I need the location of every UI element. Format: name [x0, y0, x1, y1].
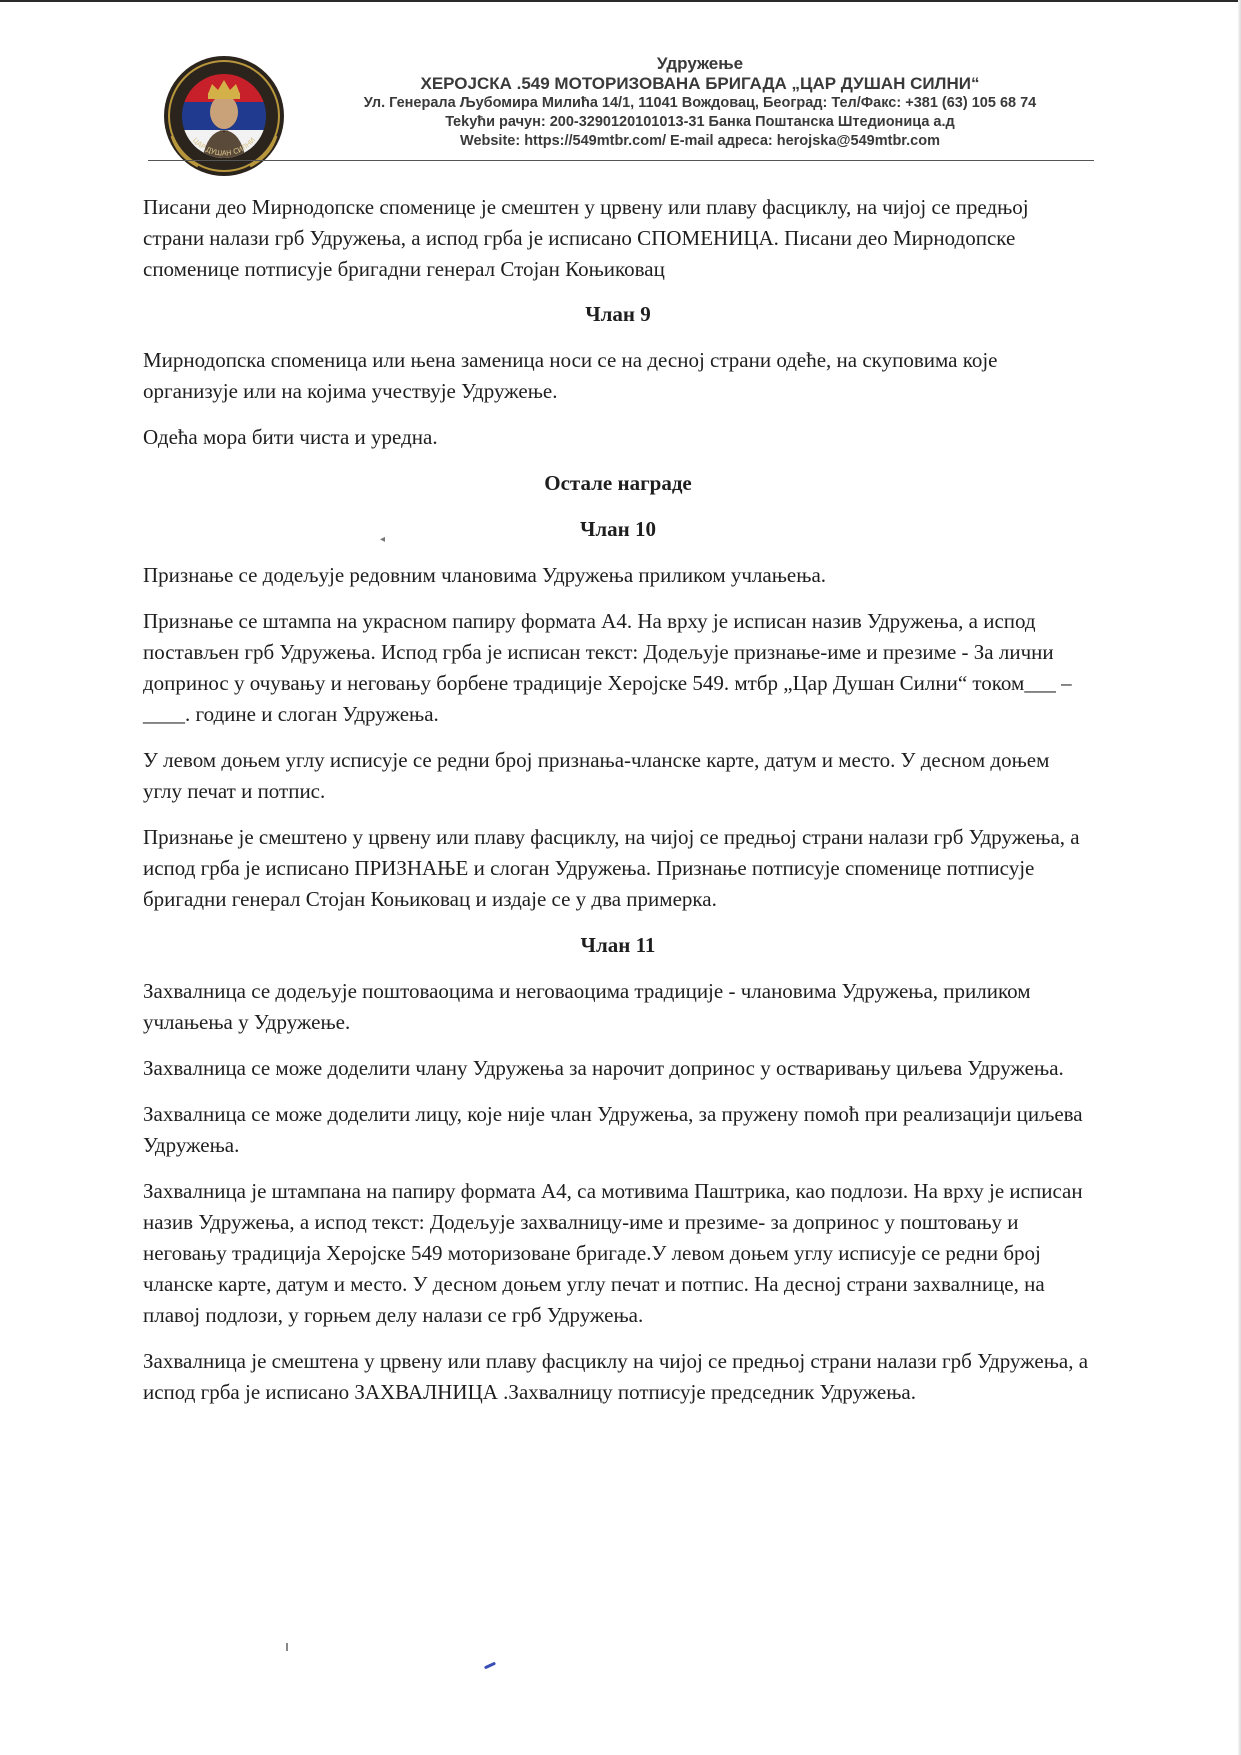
scan-speck-small: [286, 1643, 288, 1651]
scan-speck: ◂: [380, 534, 386, 545]
article-9-heading: Члан 9: [585, 302, 651, 326]
document-body: [143, 192, 1093, 1423]
intro-paragraph: Писани део Мирнодопске споменице је смештен у црвену или плаву фасциклу, на чијој се предњој страни налази грб Удружења, а испод грба је исписано СПОМЕНИЦА. Писани део Мирнодопске споменице потписује бригадни генерал Стојан Коњиковац: [143, 195, 1029, 281]
article-10-paragraph-3: У левом доњем углу исписује се редни број признања-чланске карте, датум и место. У десном доњем углу печат и потпис.: [143, 748, 1050, 803]
letterhead-text: [330, 54, 1070, 151]
article-10-paragraph-4: Признање је смештено у црвену или плаву фасциклу, на чијој се предњој страни налази грб Удружења, а испод грба је исписано ПРИЗНАЊЕ и слоган Удружења. Признање потписује споменице потписује бригадни генерал Стојан Коњиковац и издаје се у два примерка.: [143, 825, 1080, 911]
article-11-paragraph-1: Захвалница се додељује поштоваоцима и неговаоцима традиције - члановима Удружења, приликом учлањења у Удружење.: [143, 979, 1031, 1034]
letterhead-web-contact: Website: https://549mtbr.com/ E-mail адреса: herojska@549mtbr.com: [460, 133, 940, 149]
letterhead-association-label: Удружење: [656, 54, 744, 73]
article-10-paragraph-1: Признање се додељује редовним члановима Удружења приликом учлањења.: [143, 563, 827, 587]
article-11-paragraph-2: Захвалница се може доделити члану Удружења за нарочит допринос у остваривању циљева Удружења.: [143, 1056, 1064, 1080]
article-11-paragraph-5: Захвалница је смештена у црвену или плаву фасциклу на чијој се предњој страни налази грб Удружења, а испод грба је исписано ЗАХВАЛНИЦА .Захвалницу потписује председник Удружења.: [143, 1349, 1089, 1404]
article-11-heading: Члан 11: [580, 933, 656, 957]
letterhead-organization-name: ХЕРОЈСКА .549 МОТОРИЗОВАНА БРИГАДА „ЦАР ДУШАН СИЛНИ“: [420, 74, 980, 93]
article-9-paragraph-2: Одећа мора бити чиста и уредна.: [143, 425, 438, 449]
article-11-paragraph-3: Захвалница се може доделити лицу, које није члан Удружења, за пружену помоћ при реализацији циљева Удружења.: [143, 1102, 1083, 1157]
letterhead-header: [150, 48, 1096, 158]
letterhead-address: Ул. Генерала Љубомира Милића 14/1, 11041 Вождовац, Београд: Тел/Факс: +381 (63) 105 68 74: [363, 95, 1037, 111]
scan-edge-top: [0, 0, 1241, 2]
letterhead-bank-account: Tekући рачун: 200-3290120101013-31 Банка Поштанска Штедионица а.д: [445, 114, 955, 130]
logo-motto: ЦАР ДУШАН СИЛНИ: [190, 136, 258, 158]
ink-mark: [484, 1662, 496, 1670]
article-9-paragraph-1: Мирнодопска споменица или њена заменица носи се на десној страни одеће, на скуповима које организује или на којима учествује Удружење.: [143, 348, 998, 403]
header-divider: [148, 160, 1094, 161]
article-10-paragraph-2: Признање се штампа на украсном папиру формата А4. На врху је исписан назив Удружења, а испод постављен грб Удружења. Испод грба је исписан текст: Додељује признање-име и презиме - За лични допринос у очувању и неговању борбене традиције Херојске 549. мтбр „Цар Душан Силни“ током___ –____. године и слоган Удружења.: [143, 609, 1072, 726]
article-11-paragraph-4: Захвалница је штампана на папиру формата А4, са мотивима Паштрика, као подлози. На врху је исписан назив Удружења, а испод текст: Додељује захвалницу-име и презиме- за допринос у поштовању и неговању традиција Херојске 549 моторизоване бригаде.У левом доњем углу исписује се редни број чланске карте, датум и место. У десном доњем углу печат и потпис. На десној страни захвалнице, на плавој подлози, у горњем делу налази се грб Удружења.: [143, 1179, 1083, 1327]
section-heading-other-awards: Остале награде: [544, 471, 692, 495]
article-10-heading: Члан 10: [579, 517, 657, 541]
